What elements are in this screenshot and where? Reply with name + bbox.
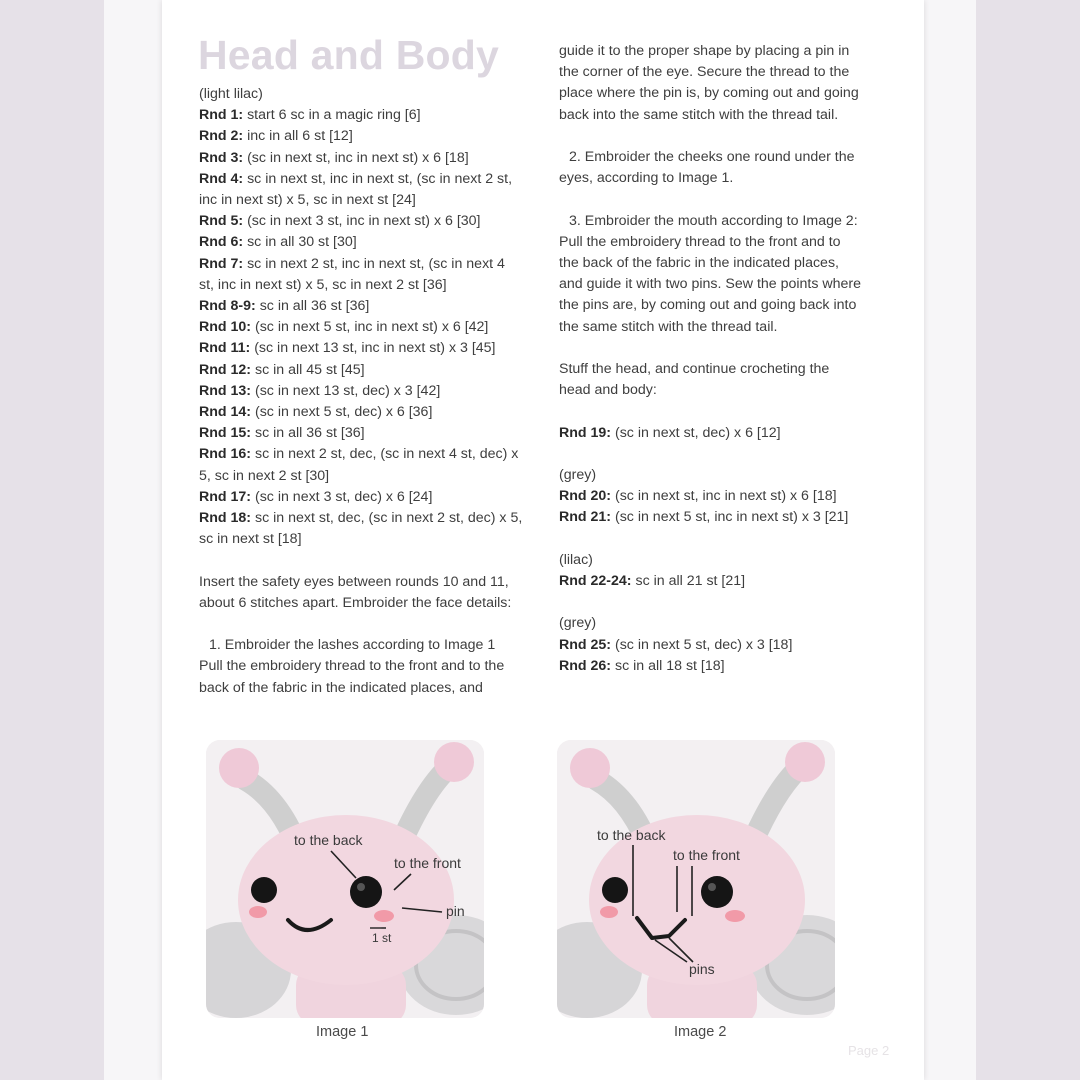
round-instruction bbox=[559, 507, 899, 528]
text-line: 2. Embroider the cheeks one round under the bbox=[569, 149, 855, 165]
round-instruction bbox=[199, 338, 551, 359]
document-page bbox=[162, 0, 924, 1080]
text-line: Insert the safety eyes between rounds 10 and 11, bbox=[199, 573, 509, 590]
paragraph-spacer bbox=[559, 401, 899, 422]
text-line: Pull the embroidery thread to the front and to the bbox=[199, 658, 505, 675]
left-column-text bbox=[199, 84, 551, 699]
round-text: (sc in next 5 st, inc in next st) x 6 [42] bbox=[251, 319, 489, 336]
round-text: sc in all 36 st [36] bbox=[255, 298, 370, 315]
round-instruction bbox=[559, 423, 899, 444]
round-text: (sc in next 3 st, dec) x 6 [24] bbox=[251, 488, 433, 505]
round-text: (sc in next 3 st, inc in next st) x 6 [30] bbox=[243, 213, 481, 230]
paragraph-spacer bbox=[559, 444, 899, 465]
round-label: Rnd 7: bbox=[199, 255, 244, 272]
round-instruction bbox=[559, 486, 899, 507]
crochet-bee-mouth-illustration bbox=[557, 740, 835, 1018]
right-column-text bbox=[559, 41, 899, 677]
round-text: (sc in next st, dec) x 6 [12] bbox=[611, 424, 781, 441]
round-label: Rnd 5: bbox=[199, 213, 244, 230]
text-line: guide it to the proper shape by placing a pin in bbox=[559, 43, 850, 59]
round-text: sc in all 21 st [21] bbox=[631, 572, 746, 589]
text-line: back into the same stitch with the thread tail. bbox=[559, 106, 839, 123]
round-text: sc in next 2 st, inc in next st, (sc in next 4 bbox=[243, 255, 505, 272]
round-text: sc in next st, inc in next st, (sc in next 2 st, bbox=[243, 170, 513, 187]
page-number: Page 2 bbox=[848, 1043, 890, 1058]
text-line: (light lilac) bbox=[199, 86, 263, 102]
round-instruction bbox=[199, 148, 551, 169]
round-label: Rnd 12: bbox=[199, 361, 252, 378]
label-to-the-front: to the front bbox=[394, 855, 461, 871]
paragraph-spacer bbox=[199, 550, 551, 571]
round-label: Rnd 20: bbox=[559, 488, 612, 505]
paragraph-spacer bbox=[559, 529, 899, 550]
round-text: (sc in next 5 st, dec) x 3 [18] bbox=[611, 636, 793, 653]
round-instruction bbox=[199, 381, 551, 402]
image2-photo bbox=[557, 740, 835, 1018]
text-line: place where the pin is, by coming out and going bbox=[559, 85, 859, 102]
text-line: 3. Embroider the mouth according to Image 2: bbox=[569, 212, 858, 229]
round-label: Rnd 16: bbox=[199, 446, 252, 463]
round-label: Rnd 15: bbox=[199, 425, 252, 442]
image1-caption: Image 1 bbox=[316, 1024, 369, 1040]
round-instruction bbox=[199, 105, 551, 126]
round-label: Rnd 25: bbox=[559, 636, 612, 653]
round-text: sc in next 2 st, dec, (sc in next 4 st, dec) x bbox=[251, 446, 519, 463]
round-label: Rnd 26: bbox=[559, 657, 612, 674]
round-label: Rnd 11: bbox=[199, 340, 251, 357]
text-line: back of the fabric in the indicated places, and bbox=[199, 679, 483, 696]
round-text: (sc in next 13 st, inc in next st) x 3 [45] bbox=[250, 340, 496, 357]
round-text: inc in all 6 st [12] bbox=[243, 128, 353, 145]
text-line: and guide it with two pins. Sew the points where bbox=[559, 276, 862, 293]
round-label: Rnd 17: bbox=[199, 488, 252, 505]
text-line: the pins are, by coming out and going back into bbox=[559, 297, 857, 314]
text-line: (grey) bbox=[559, 466, 597, 483]
round-instruction bbox=[199, 254, 551, 275]
round-label: Rnd 13: bbox=[199, 382, 252, 399]
round-text: sc in next st, dec, (sc in next 2 st, dec) x 5, bbox=[251, 510, 523, 527]
round-instruction bbox=[199, 169, 551, 190]
text-line: inc in next st) x 5, sc in next st [24] bbox=[199, 192, 416, 209]
round-text: sc in all 30 st [30] bbox=[243, 234, 357, 251]
image1-photo bbox=[206, 740, 484, 1018]
text-line: eyes, according to Image 1. bbox=[559, 170, 734, 187]
round-label: Rnd 10: bbox=[199, 319, 252, 336]
round-label: Rnd 4: bbox=[199, 170, 244, 187]
round-label: Rnd 3: bbox=[199, 149, 244, 166]
round-label: Rnd 2: bbox=[199, 128, 244, 145]
text-line: the corner of the eye. Secure the thread to the bbox=[559, 64, 850, 81]
round-text: sc in all 18 st [18] bbox=[611, 657, 725, 674]
round-instruction bbox=[559, 635, 899, 656]
round-text: (sc in next st, inc in next st) x 6 [18] bbox=[611, 488, 837, 505]
text-line: sc in next st [18] bbox=[199, 531, 302, 548]
round-text: sc in all 36 st [36] bbox=[251, 425, 365, 442]
paragraph-spacer bbox=[559, 338, 899, 359]
text-line: Stuff the head, and continue crocheting the bbox=[559, 361, 830, 377]
text-line: 1. Embroider the lashes according to Image 1 bbox=[209, 637, 496, 654]
right-margin bbox=[976, 0, 1080, 1080]
text-line: head and body: bbox=[559, 382, 657, 399]
text-line: st, inc in next st) x 5, sc in next 2 st [36] bbox=[199, 276, 447, 293]
image2-caption: Image 2 bbox=[674, 1024, 727, 1040]
round-text: (sc in next 13 st, dec) x 3 [42] bbox=[251, 382, 441, 399]
text-line: about 6 stitches apart. Embroider the face details: bbox=[199, 594, 512, 611]
crochet-bee-face-illustration bbox=[206, 740, 484, 1018]
round-instruction bbox=[199, 402, 551, 423]
round-label: Rnd 14: bbox=[199, 404, 252, 421]
label-pin: pin bbox=[446, 903, 465, 919]
paragraph-spacer bbox=[559, 592, 899, 613]
round-instruction bbox=[199, 317, 551, 338]
text-line: (grey) bbox=[559, 615, 597, 632]
round-instruction bbox=[199, 211, 551, 232]
round-label: Rnd 19: bbox=[559, 424, 612, 441]
round-instruction bbox=[559, 571, 899, 592]
round-instruction bbox=[199, 232, 551, 253]
round-label: Rnd 22-24: bbox=[559, 572, 632, 589]
round-label: Rnd 6: bbox=[199, 234, 244, 251]
round-text: (sc in next 5 st, inc in next st) x 3 [21] bbox=[611, 509, 849, 526]
round-instruction bbox=[199, 360, 551, 381]
paragraph-spacer bbox=[199, 614, 551, 635]
round-text: (sc in next st, inc in next st) x 6 [18] bbox=[243, 149, 469, 166]
round-instruction bbox=[199, 296, 551, 317]
round-label: Rnd 8-9: bbox=[199, 298, 256, 315]
round-instruction bbox=[199, 423, 551, 444]
text-line: the same stitch with the thread tail. bbox=[559, 318, 778, 335]
round-label: Rnd 18: bbox=[199, 510, 252, 527]
page-title: Head and Body bbox=[198, 32, 500, 78]
round-text: sc in all 45 st [45] bbox=[251, 361, 365, 378]
text-line: Pull the embroidery thread to the front and to bbox=[559, 233, 841, 250]
label-to-the-back: to the back bbox=[597, 827, 666, 843]
round-label: Rnd 21: bbox=[559, 509, 612, 526]
paragraph-spacer bbox=[559, 126, 899, 147]
round-instruction bbox=[199, 126, 551, 147]
round-instruction bbox=[199, 444, 551, 465]
text-line: (lilac) bbox=[559, 551, 593, 568]
paragraph-spacer bbox=[559, 189, 899, 210]
label-to-the-front: to the front bbox=[673, 847, 740, 863]
round-text: (sc in next 5 st, dec) x 6 [36] bbox=[251, 404, 433, 421]
round-instruction bbox=[559, 656, 899, 677]
label-one-stitch: 1 st bbox=[372, 931, 392, 945]
round-instruction bbox=[199, 508, 551, 529]
label-pins: pins bbox=[689, 961, 715, 977]
label-to-the-back: to the back bbox=[294, 832, 363, 848]
round-instruction bbox=[199, 487, 551, 508]
text-line: the back of the fabric in the indicated places, bbox=[559, 255, 839, 271]
left-margin bbox=[0, 0, 104, 1080]
round-label: Rnd 1: bbox=[199, 107, 244, 124]
text-line: 5, sc in next 2 st [30] bbox=[199, 467, 330, 484]
round-text: start 6 sc in a magic ring [6] bbox=[243, 107, 421, 124]
